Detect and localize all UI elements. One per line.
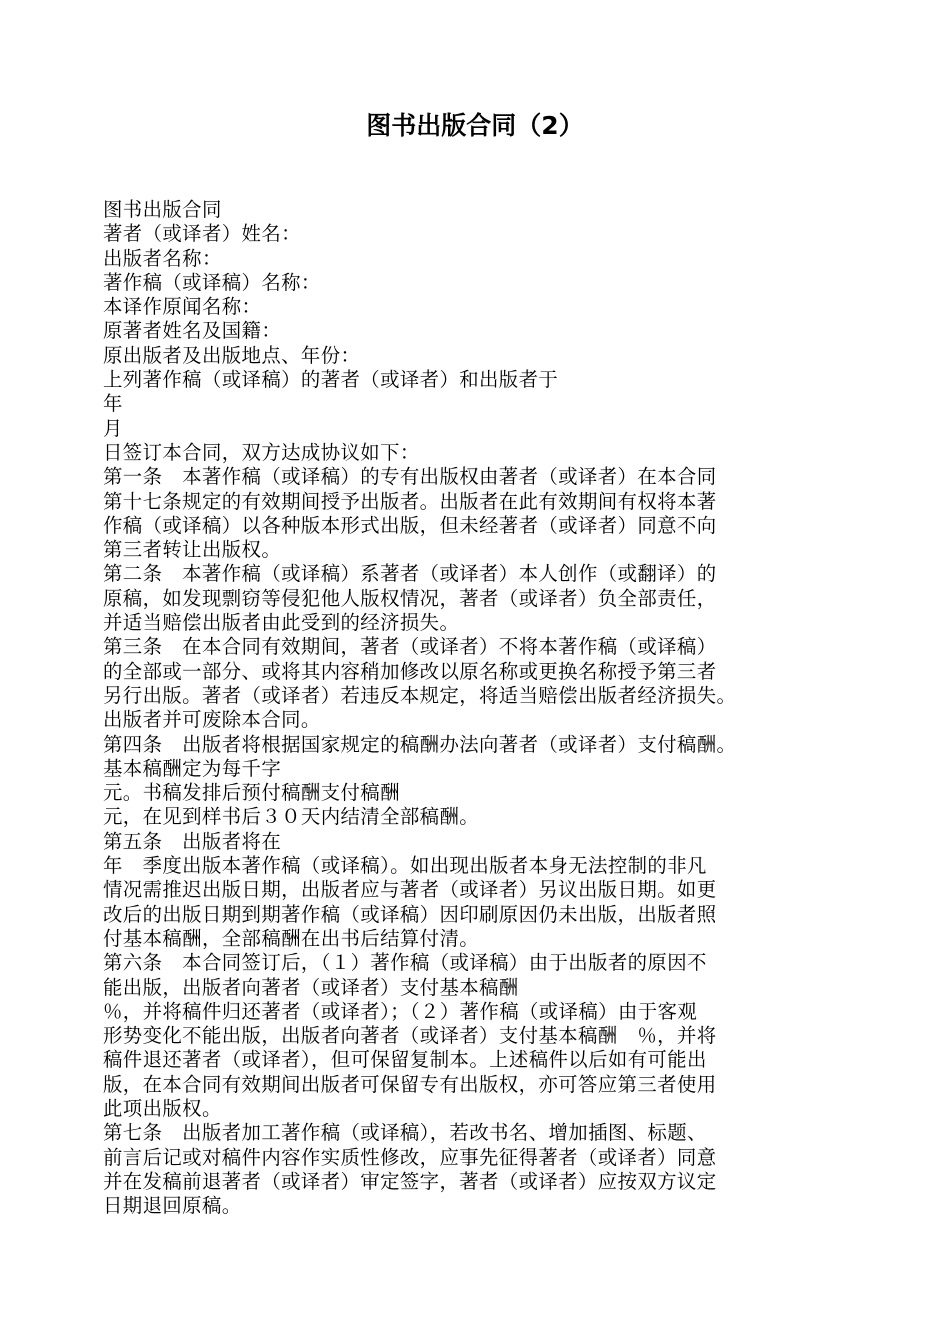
contract-line: 付基本稿酬，全部稿酬在出书后结算付清。 [103, 926, 480, 950]
contract-line: 基本稿酬定为每千字 [103, 756, 282, 780]
contract-line: 能出版，出版者向著者（或译者）支付基本稿酬 [103, 975, 519, 999]
document-title: 图书出版合同（2） [366, 111, 584, 140]
contract-line: 日签订本合同，双方达成协议如下： [103, 440, 420, 464]
contract-line: 的全部或一部分、或将其内容稍加修改以原名称或更换名称授予第三者 [103, 659, 717, 683]
contract-line: 作稿（或译稿）以各种版本形式出版，但未经著者（或译者）同意不向 [103, 513, 717, 537]
contract-line: ％，并将稿件归还著者（或译者）；（２）著作稿（或译稿）由于客观 [103, 999, 698, 1023]
contract-line: 日期退回原稿。 [103, 1194, 242, 1218]
contract-line: 出版者名称： [103, 246, 222, 270]
contract-line: 原著者姓名及国籍： [103, 319, 282, 343]
contract-line: 元，在见到样书后３０天内结清全部稿酬。 [103, 805, 480, 829]
contract-line: 第一条 本著作稿（或译稿）的专有出版权由著者（或译者）在本合同 [103, 465, 717, 489]
contract-line: 第五条 出版者将在 [103, 829, 282, 853]
contract-line: 第三者转让出版权。 [103, 538, 282, 562]
contract-line: 原稿，如发现剽窃等侵犯他人版权情况，著者（或译者）负全部责任， [103, 586, 717, 610]
contract-line: 版，在本合同有效期间出版者可保留专有出版权，亦可答应第三者使用 [103, 1072, 717, 1096]
contract-line: 另行出版。著者（或译者）若违反本规定，将适当赔偿出版者经济损失。 [103, 683, 737, 707]
contract-line: 第二条 本著作稿（或译稿）系著者（或译者）本人创作（或翻译）的 [103, 562, 717, 586]
contract-line: 并在发稿前退著者（或译者）审定签字，著者（或译者）应按双方议定 [103, 1169, 717, 1193]
contract-line: 出版者并可废除本合同。 [103, 708, 321, 732]
contract-line: 年 季度出版本著作稿（或译稿）。如出现出版者本身无法控制的非凡 [103, 854, 707, 878]
contract-line: 著者（或译者）姓名： [103, 222, 301, 246]
contract-line: 年 [103, 392, 123, 416]
contract-line: 上列著作稿（或译稿）的著者（或译者）和出版者于 [103, 368, 559, 392]
contract-line: 元。书稿发排后预付稿酬支付稿酬 [103, 781, 400, 805]
contract-line: 本译作原闻名称： [103, 295, 262, 319]
contract-line: 第四条 出版者将根据国家规定的稿酬办法向著者（或译者）支付稿酬。 [103, 732, 737, 756]
contract-line: 图书出版合同 [103, 198, 222, 221]
contract-line: 并适当赔偿出版者由此受到的经济损失。 [103, 611, 460, 635]
contract-line: 此项出版权。 [103, 1096, 222, 1120]
contract-line: 第六条 本合同签订后，（１）著作稿（或译稿）由于出版者的原因不 [103, 951, 707, 975]
contract-line: 改后的出版日期到期著作稿（或译稿）因印刷原因仍未出版，出版者照 [103, 902, 717, 926]
contract-line: 原出版者及出版地点、年份： [103, 343, 361, 367]
contract-line: 稿件退还著者（或译者），但可保留复制本。上述稿件以后如有可能出 [103, 1048, 707, 1072]
contract-line: 第十七条规定的有效期间授予出版者。出版者在此有效期间有权将本著 [103, 489, 717, 513]
contract-line: 著作稿（或译稿）名称： [103, 270, 321, 294]
contract-body [103, 198, 873, 1218]
contract-line: 情况需推迟出版日期，出版者应与著者（或译者）另议出版日期。如更 [103, 878, 717, 902]
contract-line: 月 [103, 416, 123, 440]
contract-line: 前言后记或对稿件内容作实质性修改，应事先征得著者（或译者）同意 [103, 1145, 717, 1169]
contract-line: 第三条 在本合同有效期间，著者（或译者）不将本著作稿（或译稿） [103, 635, 717, 659]
contract-line: 形势变化不能出版，出版者向著者（或译者）支付基本稿酬 ％，并将 [103, 1024, 717, 1048]
contract-line: 第七条 出版者加工著作稿（或译稿），若改书名、增加插图、标题、 [103, 1121, 707, 1145]
